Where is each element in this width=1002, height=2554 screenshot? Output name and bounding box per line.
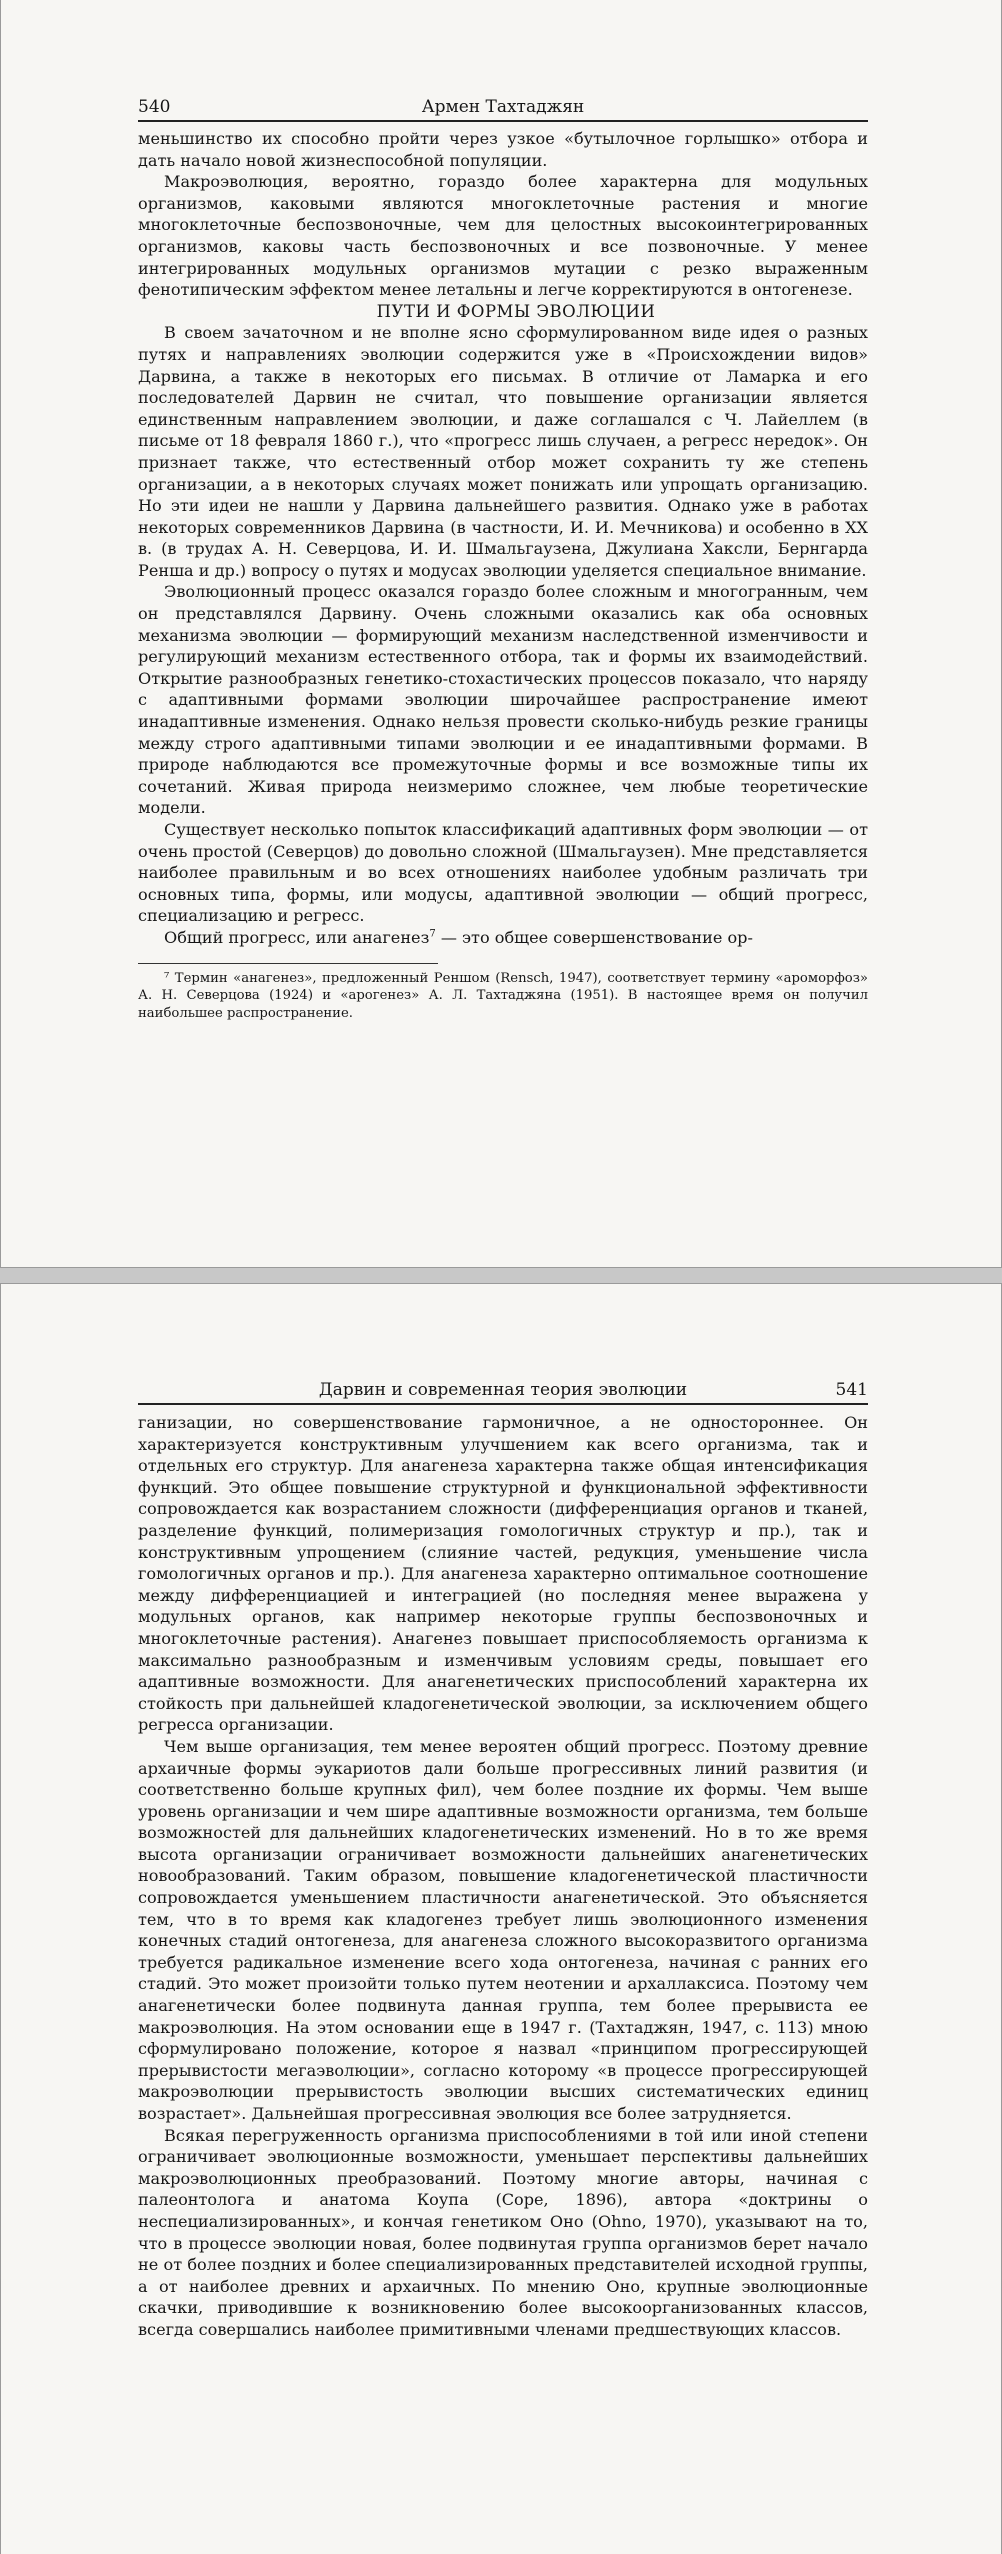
page-540 bbox=[0, 0, 1002, 1268]
paragraph: Чем выше организация, тем менее вероятен общий прогресс. Поэтому древние архаичные формы эукариотов дали больше прогрессивных линий развития (и соответственно больше крупных фил), чем более поздние их формы. Чем выше уровень организации и чем шире адаптивные возможности организма, тем больше возможностей для дальнейших кладогенетических изменений. Но в то же время высота организации ограничивает возможности дальнейших анагенетических новообразований. Таким образом, повышение кладогенетической пластичности сопровождается уменьшением пластичности анагенетической. Это объясняется тем, что в то время как кладогенез требует лишь эволюционного изменения конечных стадий онтогенеза, для анагенеза сложного высокоразвитого организма требуется радикальное изменение всего хода онтогенеза, начиная с ранних его стадий. Это может произойти только путем неотении и архаллаксиса. Поэтому чем анагенетически более подвинута данная группа, тем более прерывиста ее макроэволюция. На этом основании еще в 1947 г. (Тахтаджян, 1947, с. 113) мною сформулировано положение, которое я назвал «принципом прогрессирующей прерывистости мегаэволюции», согласно которому «в процессе прогрессирующей макроэволюции прерывистость эволюции высших систематических единиц возрастает». Дальнейшая прогрессивная эволюция все более затрудняется. bbox=[138, 1736, 868, 2123]
page-541 bbox=[0, 1283, 1002, 2554]
page-body bbox=[138, 128, 868, 1022]
footnote: ⁷ Термин «анагенез», предложенный Реншом (Rensch, 1947), соответствует термину «ароморфоз» А. Н. Северцова (1924) и «арогенез» А. Л. Тахтаджяна (1951). В настоящее время он получил наибольшее распространение. bbox=[138, 970, 868, 1021]
page-number: 541 bbox=[835, 1380, 868, 1400]
running-head-title: Дарвин и современная теория эволюции bbox=[318, 1380, 688, 1400]
running-head bbox=[138, 1371, 868, 1405]
paragraph: Существует несколько попыток классификаций адаптивных форм эволюции — от очень простой (Северцов) до довольно сложной (Шмальгаузен). Мне представляется наиболее правильным и во всех отношениях наиболее удобным различать три основных типа, формы, или модусы, адаптивной эволюции — общий прогресс, специализацию и регресс. bbox=[138, 820, 868, 926]
footnote-divider bbox=[138, 963, 438, 964]
running-head bbox=[138, 88, 868, 122]
section-title: ПУТИ И ФОРМЫ ЭВОЛЮЦИИ bbox=[376, 301, 656, 321]
paragraph: В своем зачаточном и не вполне ясно сформулированном виде идея о разных путях и направлениях эволюции содержится уже в «Происхождении видов» Дарвина, а также в некоторых его письмах. В отличие от Ламарка и его последователей Дарвин не считал, что повышение организации является единственным направлением эволюции, и даже соглашался с Ч. Лайеллем (в письме от 18 февраля 1860 г.), что «прогресс лишь случаен, а регресс нередок». Он признает также, что естественный отбор может сохранить ту же степень организации, а в некоторых случаях может понижать или упрощать организацию. Но эти идеи не нашли у Дарвина дальнейшего развития. Однако уже в работах некоторых современников Дарвина (в частности, И. И. Мечникова) и особенно в XX в. (в трудах А. Н. Северцова, И. И. Шмальгаузена, Джулиана Хаксли, Бернгарда Ренша и др.) вопросу о путях и модусах эволюции уделяется специальное внимание. bbox=[138, 323, 868, 580]
paragraph: Эволюционный процесс оказался гораздо более сложным и многогранным, чем он представлялся Дарвину. Очень сложными оказались как оба основных механизма эволюции — формирующий механизм наследственной изменчивости и регулирующий механизм естественного отбора, так и формы их взаимодействий. Открытие разнообразных генетико-стохастических процессов показало, что наряду с адаптивными формами эволюции широчайшее распространение имеют инадаптивные изменения. Однако нельзя провести сколько-нибудь резкие границы между строго адаптивными типами эволюции и ее инадаптивными формами. В природе наблюдаются все промежуточные формы и все возможные типы их сочетаний. Живая природа неизмеримо сложнее, чем любые теоретические модели. bbox=[138, 582, 868, 818]
paragraph: Всякая перегруженность организма приспособлениями в той или иной степени ограничивает эволюционные возможности, уменьшает перспективы дальнейших макроэволюционных преобразований. Поэтому многие авторы, начиная с палеонтолога и анатома Коупа (Cope, 1896), автора «доктрины о неспециализированных», и кончая генетиком Оно (Ohno, 1970), указывают на то, что в процессе эволюции новая, более подвинутая группа организмов берет начало не от более поздних и более специализированных представителей исходной группы, а от наиболее древних и архаичных. По мнению Оно, крупные эволюционные скачки, приводившие к возникновению более высокоорганизованных классов, всегда совершались наиболее примитивными членами предшествующих классов. bbox=[138, 2125, 868, 2339]
paragraph: ганизации, но совершенствование гармоничное, а не одностороннее. Он характеризуется конструктивным улучшением как всего организма, так и отдельных его структур. Для анагенеза характерна также общая интенсификация функций. Это общее повышение структурной и функциональной эффективности сопровождается как возрастанием сложности (дифференциация органов и тканей, разделение функций, полимеризация гомологичных структур и пр.), так и конструктивным упрощением (слияние частей, редукция, уменьшение числа гомологичных органов и пр.). Для анагенеза характерно оптимальное соотношение между дифференциацией и интеграцией (но последняя менее выражена у модульных органов, как например некоторые группы беспозвоночных и многоклеточные растения). Анагенез повышает приспособляемость организма к максимально разнообразным и изменчивым условиям среды, повышает его адаптивные возможности. Для анагенетических приспособлений характерна их стойкость при дальнейшей кладогенетической эволюции, за исключением общего регресса организации. bbox=[138, 1413, 868, 1735]
running-head-title: Армен Тахтаджян bbox=[421, 97, 585, 117]
page-body bbox=[138, 1412, 868, 2341]
paragraph bbox=[138, 927, 868, 949]
page-number: 540 bbox=[138, 97, 171, 117]
paragraph-end: — это общее совершенствование ор- bbox=[435, 927, 753, 947]
paragraph: Макроэволюция, вероятно, гораздо более характерна для модульных организмов, каковыми являются многоклеточные растения и многие многоклеточные беспозвоночные, чем для целостных высокоинтегрированных организмов, каковы часть беспозвоночных и все позвоночные. У менее интегрированных модульных организмов мутации с резко выраженным фенотипическим эффектом менее летальны и легче корректируются в онтогенезе. bbox=[138, 172, 868, 300]
paragraph: меньшинство их способно пройти через узкое «бутылочное горлышко» отбора и дать начало новой жизнеспособной популяции. bbox=[138, 129, 868, 170]
paragraph-start: Общий прогресс, или анагенез bbox=[164, 927, 430, 947]
footnote-mark: 7 bbox=[429, 928, 436, 940]
